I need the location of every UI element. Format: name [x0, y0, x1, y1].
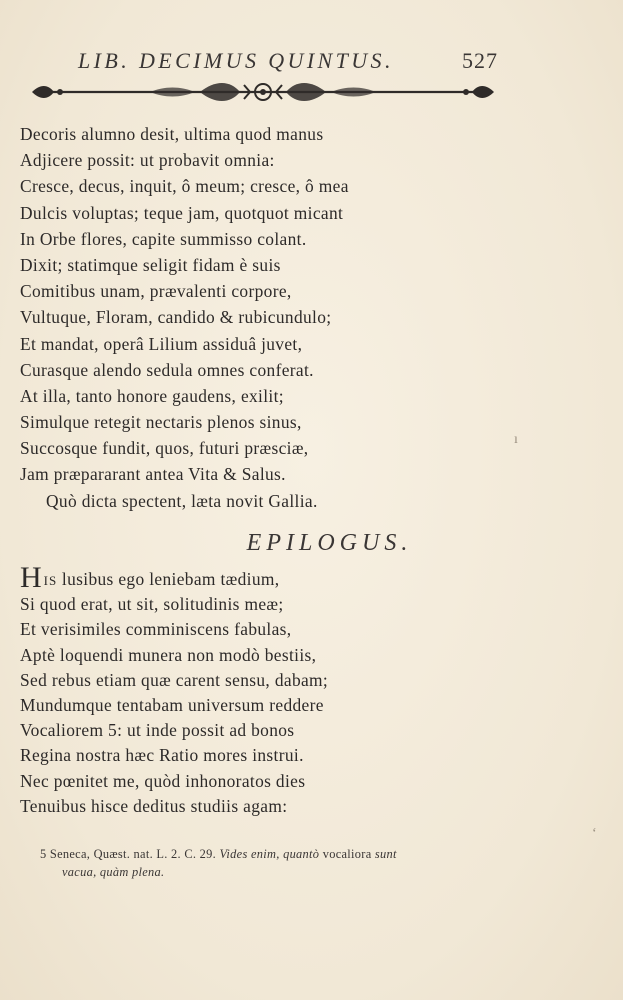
verse-line: Cresce, decus, inquit, ô meum; cresce, ô mea [20, 176, 349, 197]
verse-line: Curasque alendo sedula omnes conferat. [20, 359, 314, 380]
page-number: 527 [462, 48, 498, 73]
epilogue-line: Si quod erat, ut sit, solitudinis meæ; [20, 594, 284, 615]
ornament-rule-icon [30, 80, 496, 104]
margin-speck-icon: ı [514, 432, 518, 447]
epilogue-block [20, 561, 500, 819]
running-header [0, 46, 623, 76]
running-title: LIB. DECIMUS QUINTUS. [78, 48, 394, 73]
drop-cap: H [20, 561, 44, 594]
first-word-rest: IS [43, 573, 58, 588]
verse-line: Simulque retegit nectaris plenos sinus, [20, 412, 302, 433]
verse-line: Dixit; statimque seligit fidam è suis [20, 254, 281, 275]
verse-line: Jam præpararant antea Vita & Salus. [20, 464, 286, 485]
epilogue-line: Aptè loquendi munera non modò bestiis, [20, 644, 317, 665]
verse-line: At illa, tanto honore gaudens, exilit; [20, 385, 284, 406]
verse-line: Adjicere possit: ut probavit omnia: [20, 150, 275, 171]
verse-block [20, 121, 490, 514]
verse-line: Succosque fundit, quos, futuri præsciæ, [20, 438, 309, 459]
verse-line: Et mandat, operâ Lilium assiduâ juvet, [20, 333, 303, 354]
epilogue-line: Sed rebus etiam quæ carent sensu, dabam; [20, 669, 329, 690]
epilogue-line: Nec pœnitet me, quòd inhonoratos dies [20, 770, 306, 791]
epilogue-line: Regina nostra hæc Ratio mores instrui. [20, 745, 304, 766]
verse-line: Dulcis voluptas; teque jam, quotquot micant [20, 202, 344, 223]
margin-speck-icon: ʻ [592, 826, 597, 841]
first-line-text: lusibus ego leniebam tædium, [57, 569, 280, 589]
footnote [40, 845, 520, 881]
verse-line: In Orbe flores, capite summisso colant. [20, 228, 307, 249]
verse-line: Quò dicta spectent, læta novit Gallia. [46, 490, 318, 511]
epilogue-first-line [20, 561, 500, 594]
footnote-word: vocaliora [322, 847, 372, 861]
epilogue-line: Mundumque tentabam universum reddere [20, 694, 324, 715]
epilogue-line: Et verisimiles comminiscens fabulas, [20, 619, 292, 640]
epilogue-heading: EPILOGUS. [246, 530, 413, 556]
verse-line: Vultuque, Floram, candido & rubicundulo; [20, 307, 332, 328]
footnote-quote: Vides enim, quantò [219, 847, 320, 861]
verse-line: Decoris alumno desit, ultima quod manus [20, 124, 324, 144]
footnote-quote-end: sunt [374, 847, 397, 861]
epilogue-line: Tenuibus hisce deditus studiis agam: [20, 795, 288, 816]
verse-line: Comitibus unam, prævalenti corpore, [20, 281, 292, 302]
footnote-line-2: vacua, quàm plena. [62, 865, 165, 879]
epilogue-line: Vocaliorem 5: ut inde possit ad bonos [20, 720, 295, 741]
footnote-citation: 5 Seneca, Quæst. nat. L. 2. C. 29. [40, 847, 217, 861]
